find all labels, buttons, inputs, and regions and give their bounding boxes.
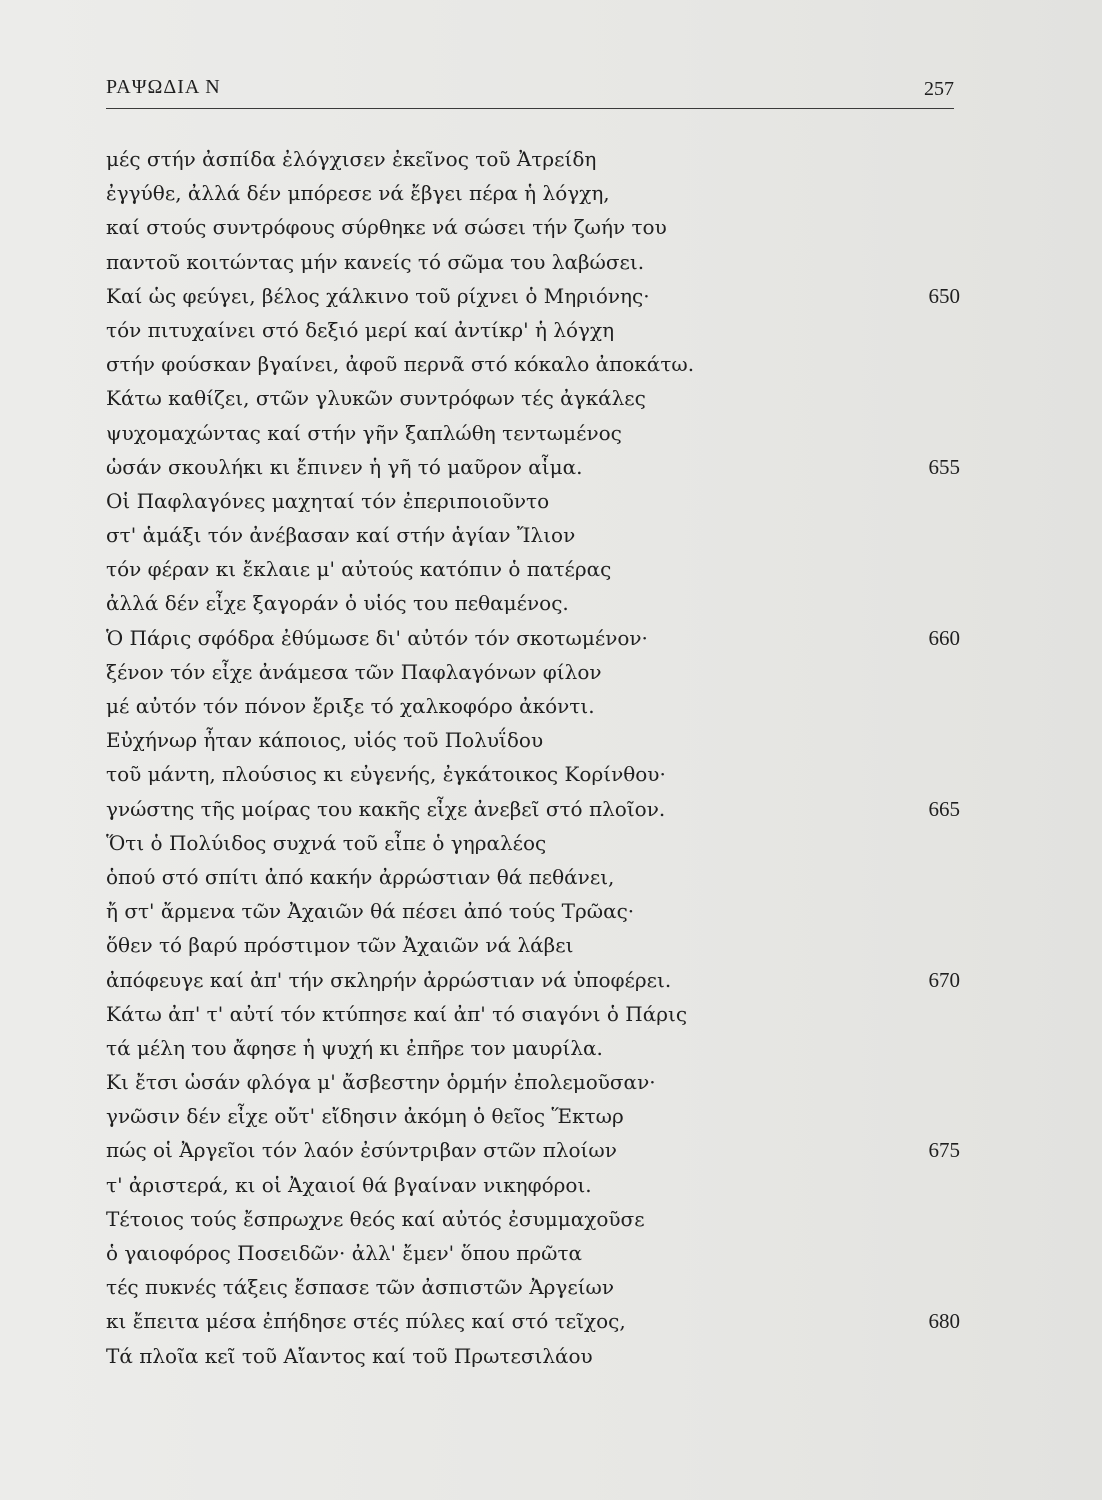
verse-line	[106, 1339, 954, 1373]
verse-line	[106, 894, 954, 928]
line-number: 675	[928, 1138, 960, 1163]
line-number: 660	[928, 625, 960, 650]
verse-line	[106, 552, 954, 586]
verse-text: ὡσάν σκουλήκι κι ἔπινεν ἡ γῆ τό μαῦρον αἷμα.	[106, 454, 583, 479]
verse-line	[106, 1270, 954, 1304]
verse-text: κι ἔπειτα μέσα ἐπήδησε στές πύλες καί στό τεῖχος,	[106, 1309, 626, 1334]
verse-text: γνῶσιν δέν εἶχε οὔτ' εἴδησιν ἀκόμη ὁ θεῖος Ἕκτωρ	[106, 1104, 624, 1129]
verse-line	[106, 1133, 960, 1167]
verse-line	[106, 416, 954, 450]
verse-line	[106, 210, 954, 244]
header-rule	[106, 108, 954, 109]
verse-line	[106, 1304, 960, 1338]
verse-text: Τά πλοῖα κεῖ τοῦ Αἴαντος καί τοῦ Πρωτεσιλάου	[106, 1343, 593, 1368]
page-number: 257	[924, 78, 954, 100]
verse-line	[106, 1168, 954, 1202]
verse-line	[106, 1099, 954, 1133]
verse-line	[106, 928, 954, 962]
line-number: 665	[928, 796, 960, 821]
verse-line	[106, 997, 954, 1031]
verse-text: Κάτω καθίζει, στῶν γλυκῶν συντρόφων τές ἀγκάλες	[106, 386, 646, 411]
verse-line	[106, 450, 960, 484]
verse-text: Εὐχήνωρ ἦταν κάποιος, υἱός τοῦ Πολυΐδου	[106, 728, 544, 753]
verse-text: ξένον τόν εἶχε ἀνάμεσα τῶν Παφλαγόνων φίλον	[106, 659, 602, 684]
verse-text: Κι ἔτσι ὡσάν φλόγα μ' ἄσβεστην ὁρμήν ἐπολεμοῦσαν·	[106, 1070, 656, 1095]
verse-line	[106, 826, 954, 860]
verse-line	[106, 381, 954, 415]
verse-text: τ' ἀριστερά, κι οἱ Ἀχαιοί θά βγαίναν νικηφόροι.	[106, 1172, 592, 1197]
verse-line	[106, 586, 954, 620]
verse-text: τόν φέραν κι ἔκλαιε μ' αὐτούς κατόπιν ὁ πατέρας	[106, 557, 612, 582]
verse-text: μέ αὐτόν τόν πόνον ἔριξε τό χαλκοφόρο ἀκόντι.	[106, 694, 595, 718]
verse-line	[106, 1202, 954, 1236]
line-number: 655	[928, 454, 960, 479]
verse-text: ὅθεν τό βαρύ πρόστιμον τῶν Ἀχαιῶν νά λάβει	[106, 933, 574, 958]
verse-text: τόν πιτυχαίνει στό δεξιό μερί καί ἀντίκρ' ἡ λόγχη	[106, 317, 615, 342]
verse-text: στήν φούσκαν βγαίνει, ἀφοῦ περνᾶ στό κόκαλο ἀποκάτω.	[106, 352, 695, 377]
verse-text: καί στούς συντρόφους σύρθηκε νά σώσει τήν ζωήν του	[106, 215, 667, 240]
verse-line	[106, 621, 960, 655]
running-head: ΡΑΨΩΔΙΑ Ν	[106, 76, 221, 98]
verse-line	[106, 860, 954, 894]
verse-line	[106, 963, 960, 997]
verse-text: Ὁ Πάρις σφόδρα ἐθύμωσε δι' αὐτόν τόν σκοτωμένον·	[106, 625, 648, 650]
line-number: 670	[928, 967, 960, 992]
verse-line	[106, 245, 954, 279]
verse-text: Τέτοιος τούς ἔσπρωχνε θεός καί αὐτός ἐσυμμαχοῦσε	[106, 1206, 645, 1231]
verse-line	[106, 518, 954, 552]
verse-line	[106, 484, 954, 518]
verse-text: μές στήν ἀσπίδα ἐλόγχισεν ἐκεῖνος τοῦ Ἀτρείδη	[106, 147, 597, 171]
verse-line	[106, 655, 954, 689]
verse-text: ὁπού στό σπίτι ἀπό κακήν ἀρρώστιαν θά πεθάνει,	[106, 864, 615, 889]
verse-text: πώς οἱ Ἀργεῖοι τόν λαόν ἐσύντριβαν στῶν πλοίων	[106, 1138, 617, 1163]
verse-text-block	[106, 142, 960, 1373]
verse-text: στ' ἁμάξι τόν ἀνέβασαν καί στήν ἁγίαν Ἴλιον	[106, 523, 576, 548]
verse-line	[106, 142, 954, 176]
verse-line	[106, 347, 954, 381]
verse-text: γνώστης τῆς μοίρας του κακῆς εἶχε ἀνεβεῖ στό πλοῖον.	[106, 796, 666, 821]
verse-line	[106, 1236, 954, 1270]
verse-text: Κάτω ἀπ' τ' αὐτί τόν κτύπησε καί ἀπ' τό σιαγόνι ὁ Πάρις	[106, 1001, 688, 1026]
verse-text: Καί ὡς φεύγει, βέλος χάλκινο τοῦ ρίχνει ὁ Μηριόνης·	[106, 283, 650, 308]
verse-text: τοῦ μάντη, πλούσιος κι εὐγενής, ἐγκάτοικος Κορίνθου·	[106, 762, 666, 787]
verse-line	[106, 723, 954, 757]
page-header	[106, 76, 954, 106]
line-number: 680	[928, 1309, 960, 1334]
verse-line	[106, 279, 960, 313]
verse-line	[106, 757, 954, 791]
verse-text: ψυχομαχώντας καί στήν γῆν ξαπλώθη τεντωμένος	[106, 420, 622, 445]
verse-text: ἀλλά δέν εἶχε ξαγοράν ὁ υἱός του πεθαμένος.	[106, 591, 569, 616]
verse-text: ἐγγύθε, ἀλλά δέν μπόρεσε νά ἔβγει πέρα ἡ λόγχη,	[106, 181, 610, 206]
line-number: 650	[928, 283, 960, 308]
verse-text: ἤ στ' ἄρμενα τῶν Ἀχαιῶν θά πέσει ἀπό τούς Τρῶας·	[106, 899, 635, 924]
verse-text: τές πυκνές τάξεις ἔσπασε τῶν ἀσπιστῶν Ἀργείων	[106, 1275, 615, 1300]
verse-text: ἀπόφευγε καί ἀπ' τήν σκληρήν ἀρρώστιαν νά ὑποφέρει.	[106, 967, 672, 992]
verse-line	[106, 689, 954, 723]
verse-text: Οἱ Παφλαγόνες μαχηταί τόν ἐπεριποιοῦντο	[106, 488, 550, 513]
verse-line	[106, 1031, 954, 1065]
verse-line	[106, 176, 954, 210]
verse-text: ὁ γαιοφόρος Ποσειδῶν· ἀλλ' ἔμεν' ὅπου πρῶτα	[106, 1241, 583, 1265]
verse-text: Ὅτι ὁ Πολύιδος συχνά τοῦ εἶπε ὁ γηραλέος	[106, 830, 547, 855]
verse-line	[106, 1065, 954, 1099]
verse-line	[106, 792, 960, 826]
verse-line	[106, 313, 954, 347]
verse-text: τά μέλη του ἄφησε ἡ ψυχή κι ἐπῆρε τον μαυρίλα.	[106, 1035, 603, 1060]
verse-text: παντοῦ κοιτώντας μήν κανείς τό σῶμα του λαβώσει.	[106, 249, 645, 274]
